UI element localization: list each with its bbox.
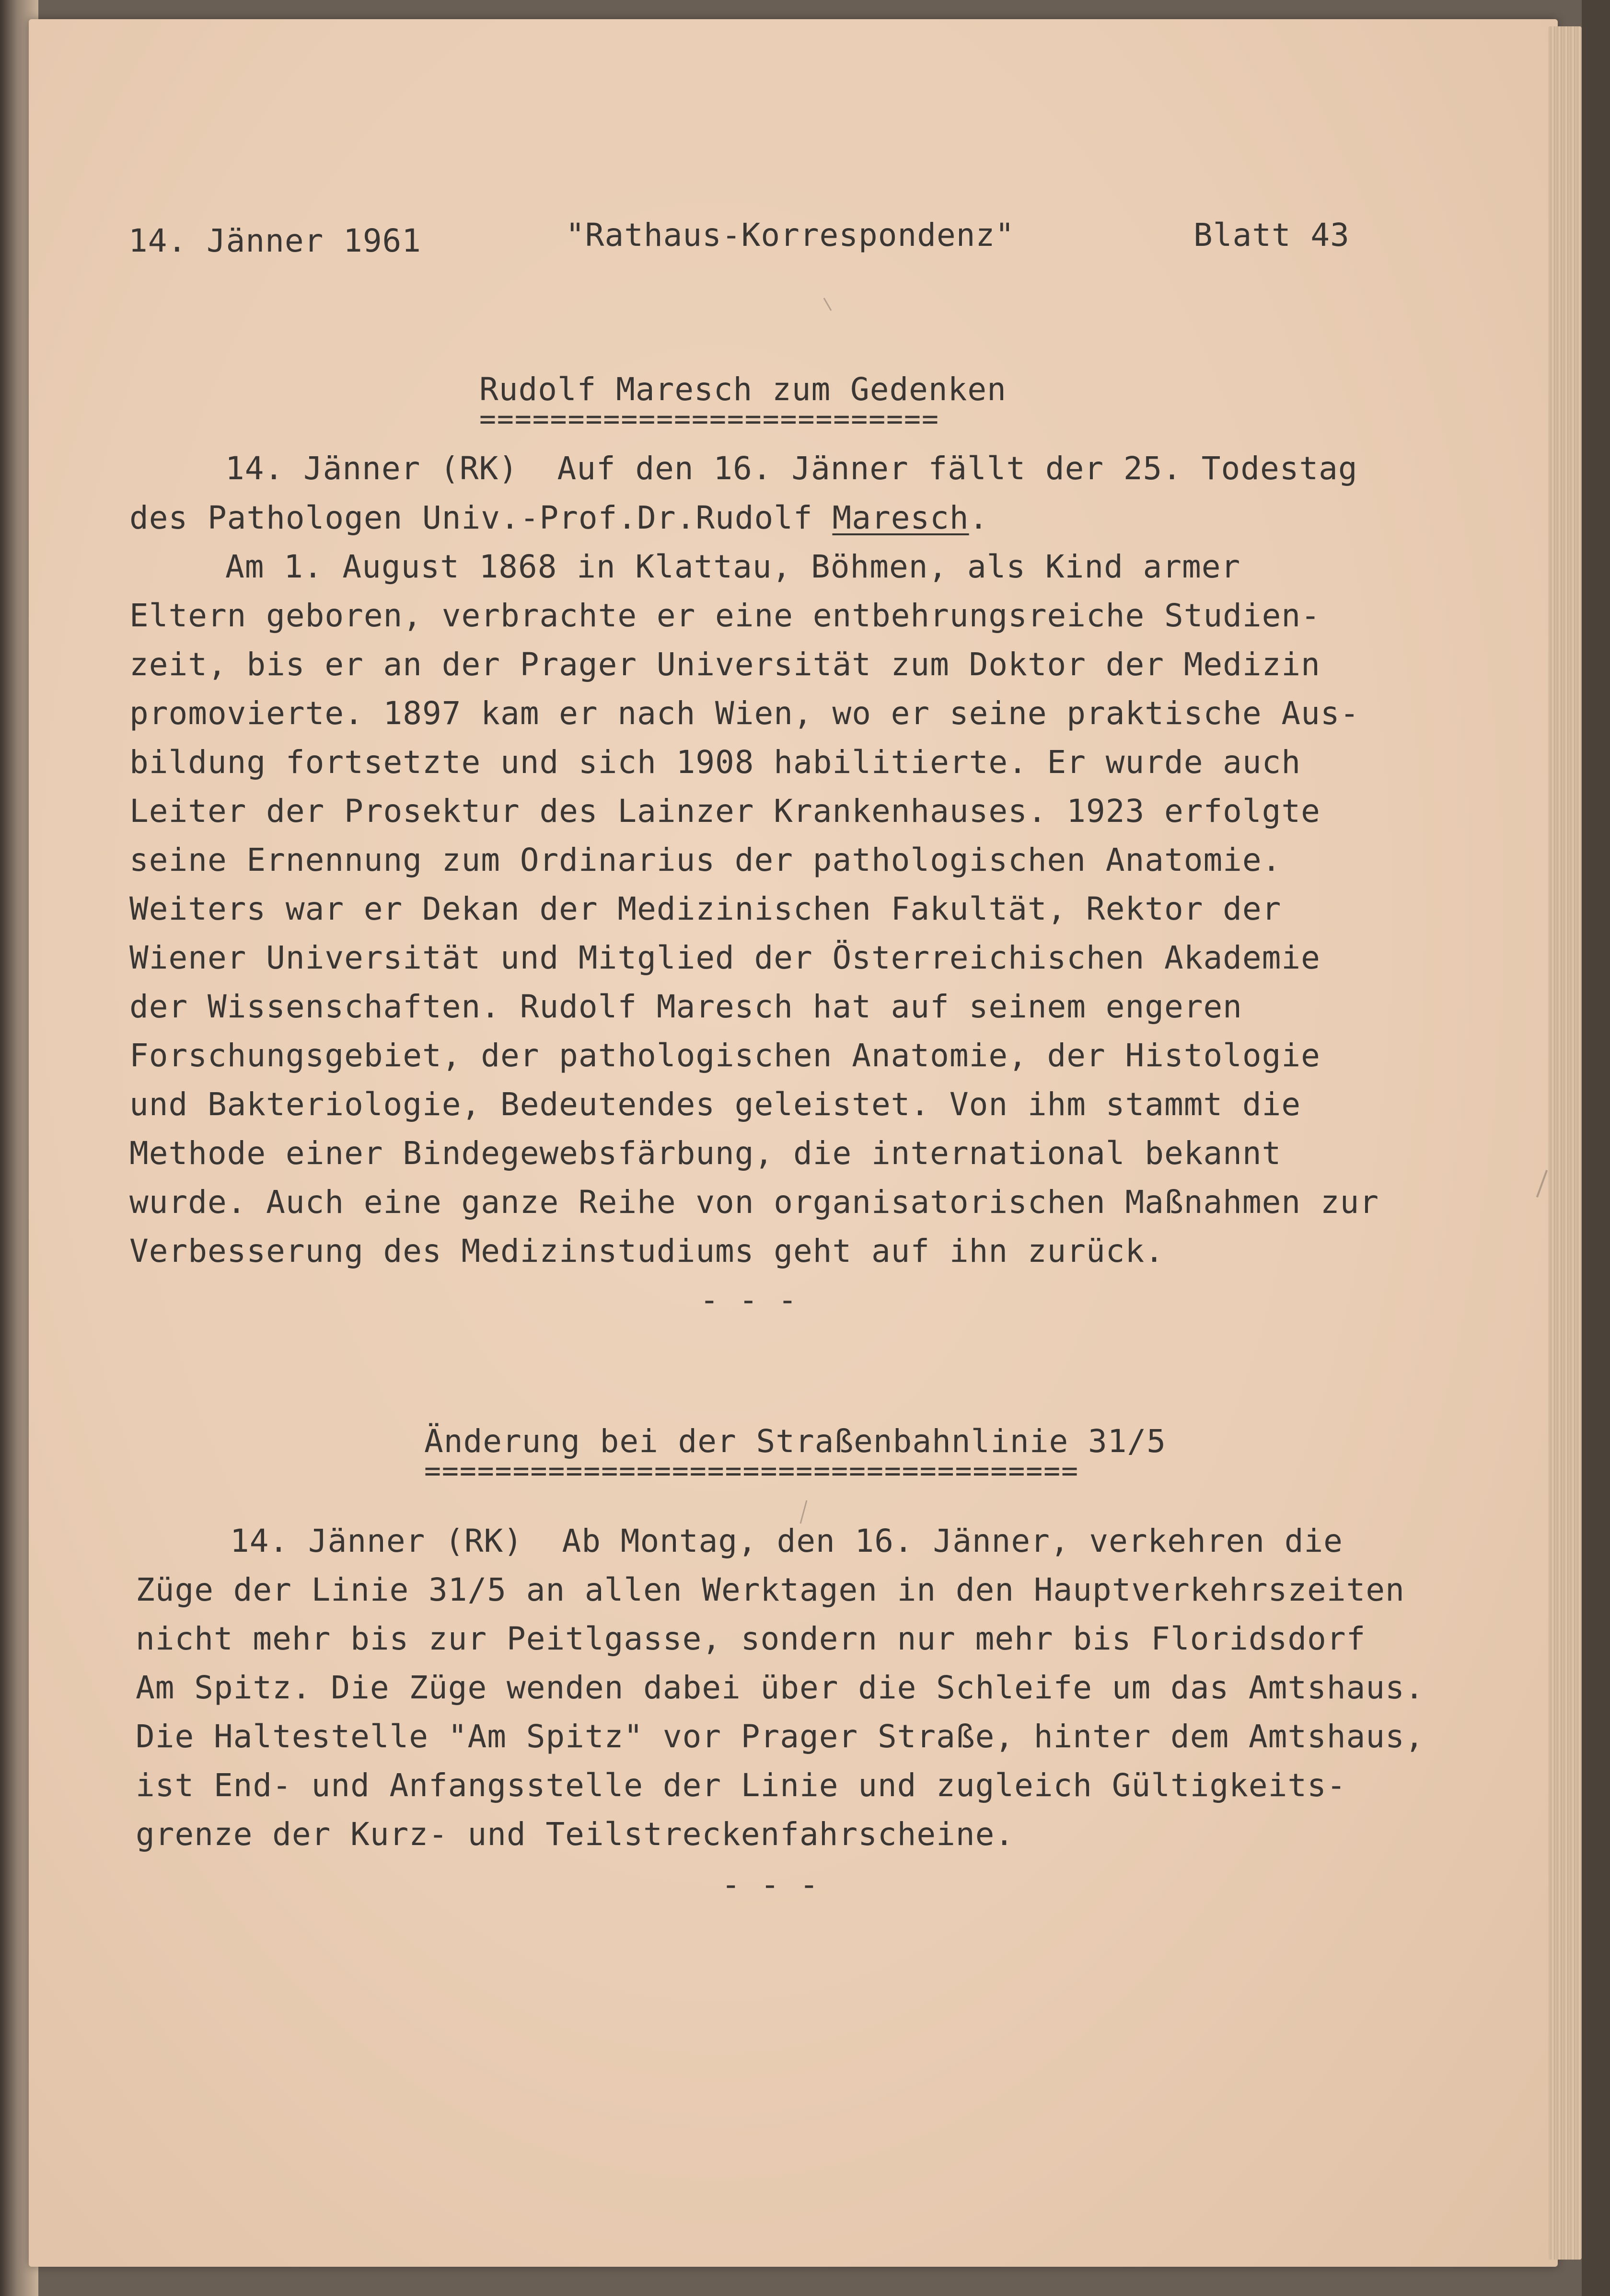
binding-right-edge — [1582, 0, 1610, 2296]
article2-title: Änderung bei der Straßenbahnlinie 31/5 — [424, 1423, 1166, 1460]
article1-underlined-name: Maresch — [832, 499, 969, 536]
header-publication: "Rathaus-Korrespondenz" — [566, 217, 1015, 254]
article2-line-1: 14. Jänner (RK) Ab Montag, den 16. Jänner, verkehren die — [230, 1523, 1343, 1559]
article1-separator: - - - — [700, 1281, 798, 1318]
article1-line-14: und Bakteriologie, Bedeutendes geleistet. Von ihm stammt die — [129, 1086, 1301, 1123]
article2-line-4: Am Spitz. Die Züge wenden dabei über die Schleife um das Amtshaus. — [136, 1669, 1425, 1706]
article2-line-7: grenze der Kurz- und Teilstreckenfahrscheine. — [136, 1816, 1015, 1853]
article1-name-period: . — [969, 499, 989, 536]
article1-line-3: Am 1. August 1868 in Klattau, Böhmen, als Kind armer — [225, 548, 1241, 585]
article1-line-2 — [129, 499, 989, 536]
article1-line-12: der Wissenschaften. Rudolf Maresch hat auf seinem engeren — [129, 988, 1242, 1025]
article1-line-5: zeit, bis er an der Prager Universität zum Doktor der Medizin — [129, 646, 1320, 683]
page-stack-edge — [1548, 26, 1582, 2260]
article1-line-8: Leiter der Prosektur des Lainzer Krankenhauses. 1923 erfolgte — [129, 793, 1320, 830]
article2-line-6: ist End- und Anfangsstelle der Linie und zugleich Gültigkeits- — [136, 1767, 1346, 1804]
article1-line-4: Eltern geboren, verbrachte er eine entbehrungsreiche Studien- — [129, 597, 1320, 634]
article1-line-13: Forschungsgebiet, der pathologischen Anatomie, der Histologie — [129, 1037, 1320, 1074]
article1-line-2-text: des Pathologen Univ.-Prof.Dr.Rudolf — [129, 499, 833, 536]
article2-separator: - - - — [721, 1866, 819, 1903]
header-sheet-number: Blatt 43 — [1193, 217, 1350, 254]
article1-line-15: Methode einer Bindegewebsfärbung, die international bekannt — [129, 1135, 1282, 1172]
article1-line-16: wurde. Auch eine ganze Reihe von organisatorischen Maßnahmen zur — [129, 1184, 1379, 1221]
article1-line-6: promovierte. 1897 kam er nach Wien, wo er seine praktische Aus- — [129, 695, 1360, 732]
article1-title-rule: ========================== — [479, 403, 939, 435]
article2-line-2: Züge der Linie 31/5 an allen Werktagen in den Hauptverkehrszeiten — [136, 1571, 1405, 1608]
article1-title: Rudolf Maresch zum Gedenken — [479, 371, 1007, 408]
header-date: 14. Jänner 1961 — [128, 222, 422, 259]
article1-line-7: bildung fortsetzte und sich 1908 habilitierte. Er wurde auch — [129, 744, 1301, 781]
article2-line-5: Die Haltestelle "Am Spitz" vor Prager Straße, hinter dem Amtshaus, — [136, 1718, 1425, 1755]
article2-title-rule: ===================================== — [424, 1454, 1079, 1487]
article1-line-10: Weiters war er Dekan der Medizinischen Fakultät, Rektor der — [129, 890, 1282, 927]
article1-line-9: seine Ernennung zum Ordinarius der pathologischen Anatomie. — [129, 842, 1282, 878]
article1-line-17: Verbesserung des Medizinstudiums geht auf ihn zurück. — [129, 1233, 1164, 1269]
article2-line-3: nicht mehr bis zur Peitlgasse, sondern nur mehr bis Floridsdorf — [136, 1620, 1366, 1657]
article1-line-1: 14. Jänner (RK) Auf den 16. Jänner fällt der 25. Todestag — [225, 450, 1358, 487]
article1-line-11: Wiener Universität und Mitglied der Österreichischen Akademie — [129, 939, 1320, 976]
